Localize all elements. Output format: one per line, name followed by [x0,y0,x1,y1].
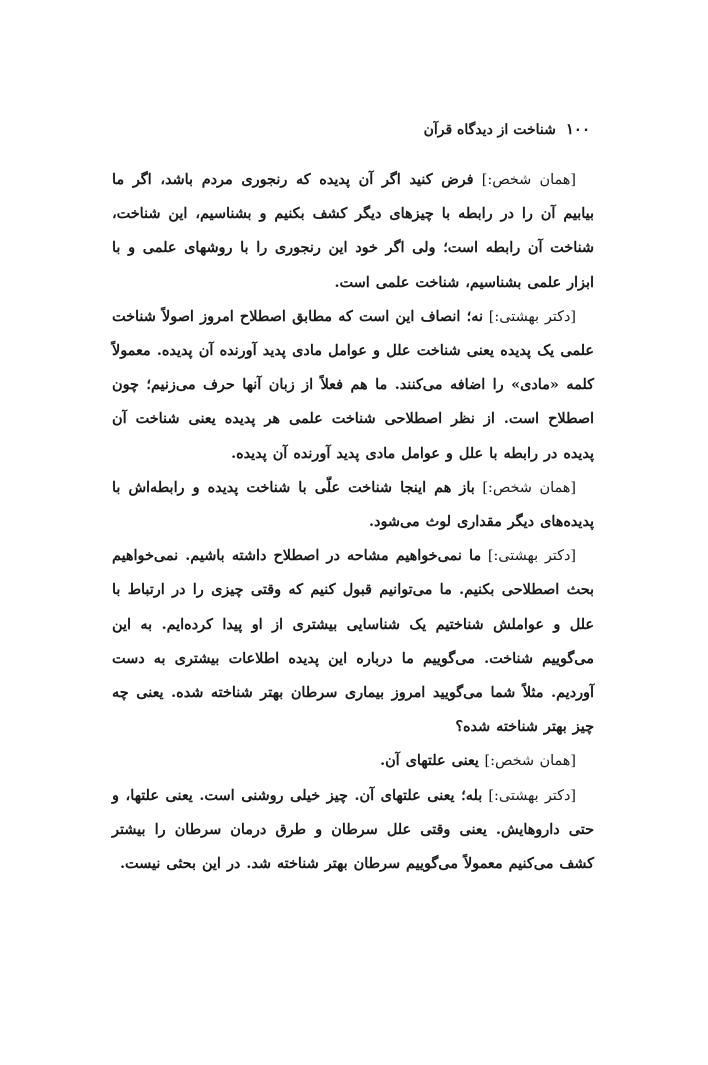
paragraph-text: بله؛ یعنی علتهای آن. چیز خیلی روشنی است. یعنی علتها، و حتی داروهایش. یعنی وقتی علل سرطان و طرق درمان سرطان را بیشتر کشف می‌کنیم معمولاً می‌گوییم سرطان بهتر شناخته شد. در این بحثی نیست. [112,786,594,873]
paragraph-text: نه؛ انصاف این است که مطابق اصطلاح امروز اصولاً شناخت علمی یک پدیده یعنی شناخت علل و عوامل مادی پدید آورنده آن پدیده. معمولاً کلمه «مادی» را اضافه می‌کنند. ما هم فعلاً از زبان آنها حرف می‌زنیم؛ چون اصطلاح است. از نظر اصطلاحی شناخت علمی هر پدیده یعنی شناخت آن پدیده در رابطه با علل و عوامل مادی پدید آورنده آن پدیده. [112,307,594,462]
paragraph [112,300,594,471]
speaker-label: [همان شخص:] [484,753,576,770]
paragraph-text: یعنی علتهای آن. [380,752,479,770]
header-divider [112,144,590,145]
body-text [112,163,594,881]
page-number: ۱۰۰ [565,120,590,138]
paragraph [112,744,594,778]
book-title: شناخت از دیدگاه قرآن [423,122,556,138]
paragraph-text: فرض کنید اگر آن پدیده که رنجوری مردم باشد، اگر ما بیابیم آن را در رابطه با چیزهای دیگر کشف بکنیم و بشناسیم، این شناخت، شناخت آن رابطه است؛ ولی اگر خود این رنجوری را با روشهای علمی و با ابزار علمی بشناسیم، شناخت علمی است. [112,171,594,291]
paragraph-text: ما نمی‌خواهیم مشاحه در اصطلاح داشته باشیم. نمی‌خواهیم بحث اصطلاحی بکنیم. ما می‌توانیم قبول کنیم که وقتی چیزی را در ارتباط با علل و عواملش شناختیم یک شناسایی بیشتری از او پیدا کرده‌ایم. به این می‌گوییم شناخت. می‌گوییم ما درباره این پدیده اطلاعات بیشتری به دست آوردیم. مثلاً شما می‌گویید امروز بیماری سرطان بهتر شناخته شده. یعنی چه چیز بهتر شناخته شده؟ [112,547,594,736]
paragraph [112,539,594,744]
speaker-label: [همان شخص:] [481,172,576,188]
paragraph [112,779,594,882]
speaker-label: [دکتر بهشتی:] [488,308,576,325]
speaker-label: [همان شخص:] [482,479,576,496]
paragraph [112,471,594,539]
speaker-label: [دکتر بهشتی:] [487,548,576,565]
paragraph-text: باز هم اینجا شناخت علّی با شناخت پدیده و رابطه‌اش با پدیده‌های دیگر مقداری لوث می‌شود. [112,478,594,531]
paragraph [112,163,594,300]
speaker-label: [دکتر بهشتی:] [488,787,576,804]
running-head [112,118,590,140]
